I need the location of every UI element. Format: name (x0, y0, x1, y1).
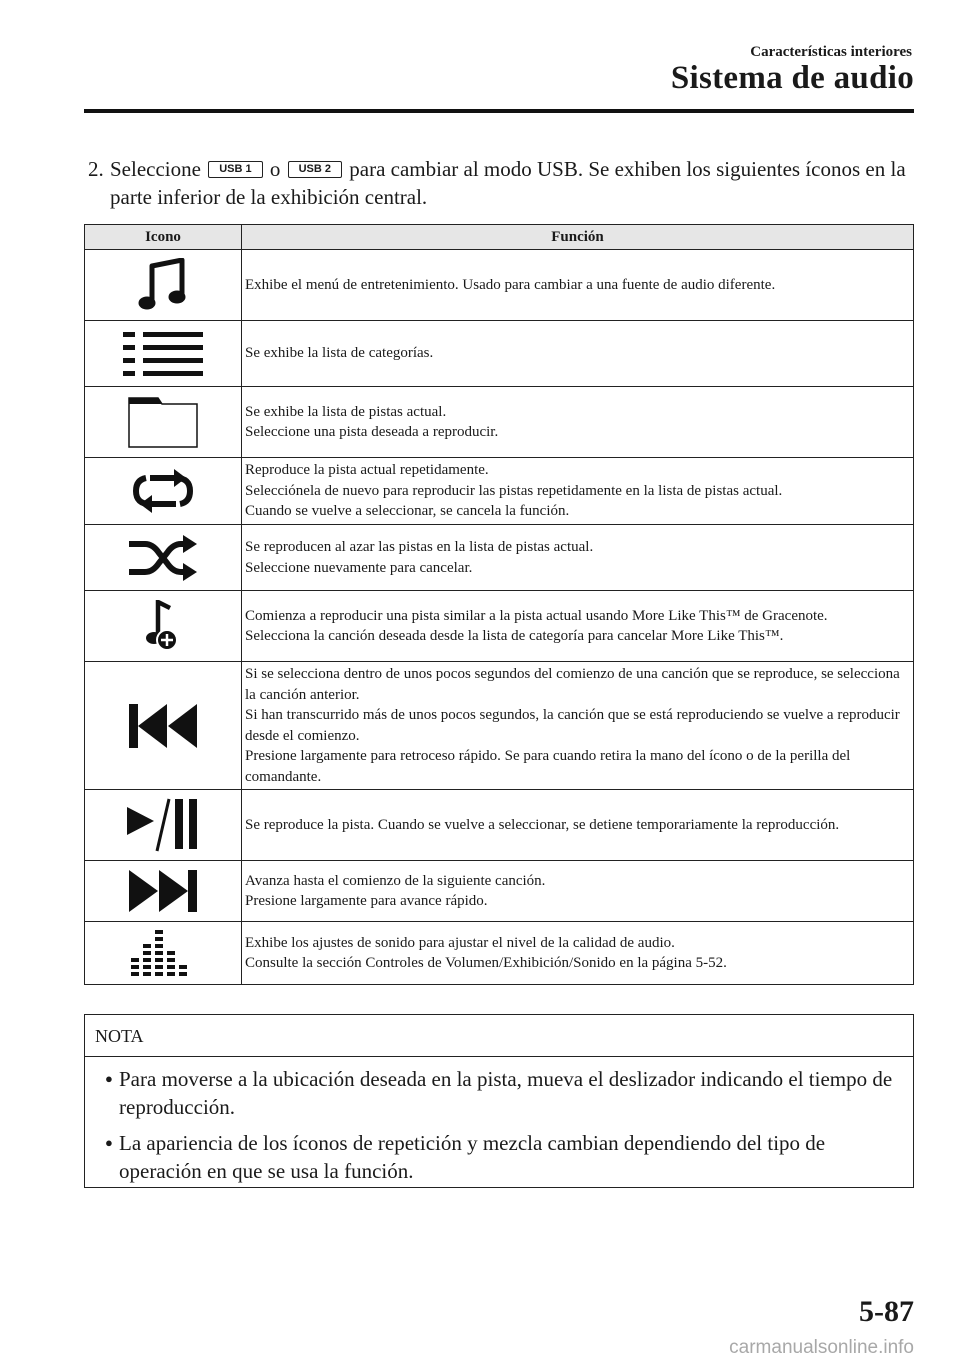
function-cell (242, 662, 914, 790)
icon-cell (85, 250, 242, 321)
function-cell (242, 861, 914, 922)
desc-line: Comienza a reproducir una pista similar a la pista actual usando More Like This™ de Gracenote. (245, 607, 828, 624)
repeat-icon (128, 469, 198, 513)
note-box (84, 1014, 914, 1188)
header-section: Características interiores (750, 44, 912, 60)
note-item (105, 1129, 893, 1185)
sound-settings-icon (131, 930, 195, 976)
function-cell (242, 321, 914, 387)
desc-line: Si se selecciona dentro de unos pocos segundos del comienzo de una canción que se reproduce, se selecciona la canción anterior. (245, 666, 900, 703)
desc-line: Cuando se vuelve a seleccionar, se cancela la función. (245, 503, 570, 520)
page-number: 5-87 (859, 1295, 914, 1328)
note-item-text: La apariencia de los íconos de repetición y mezcla cambian dependiendo del tipo de operación en que se usa la función. (119, 1131, 826, 1183)
function-cell (242, 250, 914, 321)
desc-line: Si han transcurrido más de unos pocos segundos, la canción que se está reproduciendo se vuelve a reproducir desde el comienzo. (245, 707, 900, 744)
category-list-icon (123, 332, 203, 376)
column-header-icon: Icono (85, 225, 242, 250)
music-note-icon (138, 258, 188, 312)
table-row (85, 790, 914, 861)
icon-cell (85, 387, 242, 458)
icon-cell (85, 321, 242, 387)
usb1-key: USB 1 (208, 161, 262, 178)
function-cell (242, 922, 914, 985)
icon-cell (85, 861, 242, 922)
table-header-row (85, 225, 914, 250)
table-row (85, 250, 914, 321)
bullet-icon: ● (105, 1071, 113, 1086)
step-text (110, 155, 918, 211)
function-cell (242, 525, 914, 591)
desc-line: Presione largamente para avance rápido. (245, 893, 488, 909)
previous-track-icon (129, 704, 197, 748)
step-2 (88, 155, 918, 211)
desc-line: Exhibe el menú de entretenimiento. Usado para cambiar a una fuente de audio diferente. (245, 276, 776, 293)
column-header-function: Función (242, 225, 914, 250)
table-row (85, 458, 914, 525)
function-cell (242, 790, 914, 861)
header-rule (84, 109, 914, 113)
step-text-after: para cambiar al modo USB. Se exhiben los siguientes íconos en la parte inferior de la exhibición central. (110, 157, 906, 209)
table-row (85, 387, 914, 458)
icon-cell (85, 525, 242, 591)
desc-line: Se exhibe la lista de categorías. (245, 345, 434, 362)
desc-line: Se exhibe la lista de pistas actual. (245, 403, 447, 420)
step-text-before: Seleccione (110, 157, 201, 181)
folder-icon (128, 396, 198, 448)
step-number: 2. (88, 157, 104, 181)
play-pause-icon (127, 797, 199, 853)
desc-line: Selecciónela de nuevo para reproducir las pistas repetidamente en la lista de pistas actual. (245, 482, 783, 499)
function-cell (242, 458, 914, 525)
note-item-text: Para moverse a la ubicación deseada en la pista, mueva el deslizador indicando el tiempo de reproducción. (119, 1067, 893, 1119)
desc-line: Seleccione una pista deseada a reproducir. (245, 424, 499, 440)
next-track-icon (129, 870, 197, 912)
table-row (85, 861, 914, 922)
desc-line: Exhibe los ajustes de sonido para ajustar el nivel de la calidad de audio. (245, 934, 675, 951)
function-cell (242, 387, 914, 458)
desc-line: Se reproducen al azar las pistas en la lista de pistas actual. (245, 539, 594, 555)
table-row (85, 591, 914, 662)
icon-cell (85, 790, 242, 861)
desc-line: Reproduce la pista actual repetidamente. (245, 462, 489, 479)
note-title: NOTA (85, 1015, 913, 1057)
desc-line: Seleccione nuevamente para cancelar. (245, 559, 473, 576)
desc-line: Consulte la sección Controles de Volumen/Exhibición/Sonido en la página 5-52. (245, 955, 727, 971)
table-row (85, 525, 914, 591)
desc-line: Presione largamente para retroceso rápido. Se para cuando retira la mano del ícono o de la perilla del comandante. (245, 748, 851, 785)
note-item (105, 1065, 893, 1121)
shuffle-icon (127, 535, 199, 581)
icon-function-table (84, 224, 914, 985)
desc-line: Se reproduce la pista. Cuando se vuelve a seleccionar, se detiene temporariamente la reproducción. (245, 816, 840, 833)
icon-cell (85, 458, 242, 525)
usb2-key: USB 2 (288, 161, 342, 178)
table-row (85, 321, 914, 387)
bullet-icon: ● (105, 1135, 113, 1150)
desc-line: Selecciona la canción deseada desde la lista de categoría para cancelar More Like This™. (245, 628, 784, 644)
icon-cell (85, 591, 242, 662)
note-list (85, 1057, 913, 1185)
table-row (85, 662, 914, 790)
function-cell (242, 591, 914, 662)
icon-cell (85, 662, 242, 790)
icon-cell (85, 922, 242, 985)
page-title: Sistema de audio (670, 60, 914, 96)
table-row (85, 922, 914, 985)
desc-line: Avanza hasta el comienzo de la siguiente canción. (245, 872, 546, 889)
step-connector: o (269, 157, 281, 181)
watermark: carmanualsonline.info (729, 1337, 914, 1358)
more-like-this-icon (146, 600, 180, 652)
